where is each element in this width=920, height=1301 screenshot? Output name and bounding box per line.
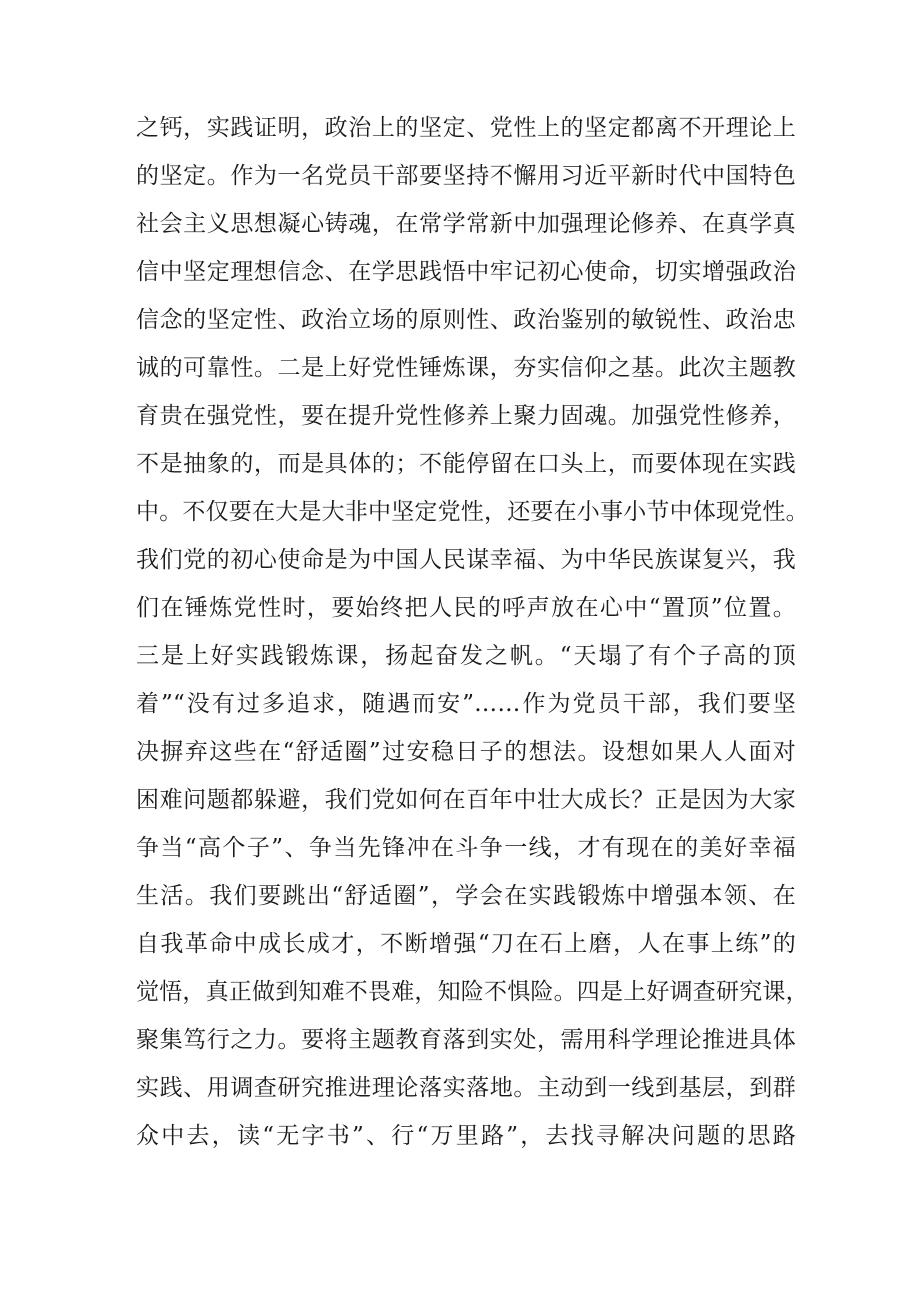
text-line: 之钙，实践证明，政治上的坚定、党性上的坚定都离不开理论上: [136, 115, 796, 141]
text-line: 决摒弃这些在“舒适圈”过安稳日子的想法。设想如果人人面对: [136, 739, 796, 765]
text-line: 困难问题都躲避，我们党如何在百年中壮大成长？正是因为大家: [136, 787, 796, 813]
text-line: 实践、用调查研究推进理论落实落地。主动到一线到基层，到群: [136, 1075, 796, 1101]
text-line: 信念的坚定性、政治立场的原则性、政治鉴别的敏锐性、政治忠: [136, 307, 796, 333]
text-line: 自我革命中成长成才，不断增强“刀在石上磨，人在事上练”的: [136, 931, 796, 957]
text-line: 生活。我们要跳出“舒适圈”，学会在实践锻炼中增强本领、在: [136, 883, 796, 909]
text-line: 着”“没有过多追求，随遇而安”……作为党员干部，我们要坚: [136, 691, 796, 717]
text-line: 们在锤炼党性时，要始终把人民的呼声放在心中“置顶”位置。: [136, 595, 796, 621]
text-line: 我们党的初心使命是为中国人民谋幸福、为中华民族谋复兴，我: [136, 547, 796, 573]
text-line: 社会主义思想凝心铸魂，在常学常新中加强理论修养、在真学真: [136, 211, 796, 237]
text-line: 信中坚定理想信念、在学思践悟中牢记初心使命，切实增强政治: [136, 259, 796, 285]
text-line: 中。不仅要在大是大非中坚定党性，还要在小事小节中体现党性。: [136, 499, 809, 525]
text-line: 的坚定。作为一名党员干部要坚持不懈用习近平新时代中国特色: [136, 163, 796, 189]
text-line: 众中去，读“无字书”、行“万里路”，去找寻解决问题的思路: [136, 1123, 796, 1149]
text-line: 育贵在强党性，要在提升党性修养上聚力固魂。加强党性修养，: [136, 403, 796, 429]
text-line: 聚集笃行之力。要将主题教育落到实处，需用科学理论推进具体: [136, 1027, 796, 1053]
body-text: [136, 104, 809, 1160]
text-line: 争当“高个子”、争当先锋冲在斗争一线，才有现在的美好幸福: [136, 835, 796, 861]
text-line: 不是抽象的，而是具体的；不能停留在口头上，而要体现在实践: [136, 451, 796, 477]
text-line: 三是上好实践锻炼课，扬起奋发之帆。“天塌了有个子高的顶: [136, 643, 796, 669]
text-line: 觉悟，真正做到知难不畏难，知险不惧险。四是上好调查研究课，: [136, 979, 809, 1005]
text-line: 诚的可靠性。二是上好党性锤炼课，夯实信仰之基。此次主题教: [136, 355, 796, 381]
